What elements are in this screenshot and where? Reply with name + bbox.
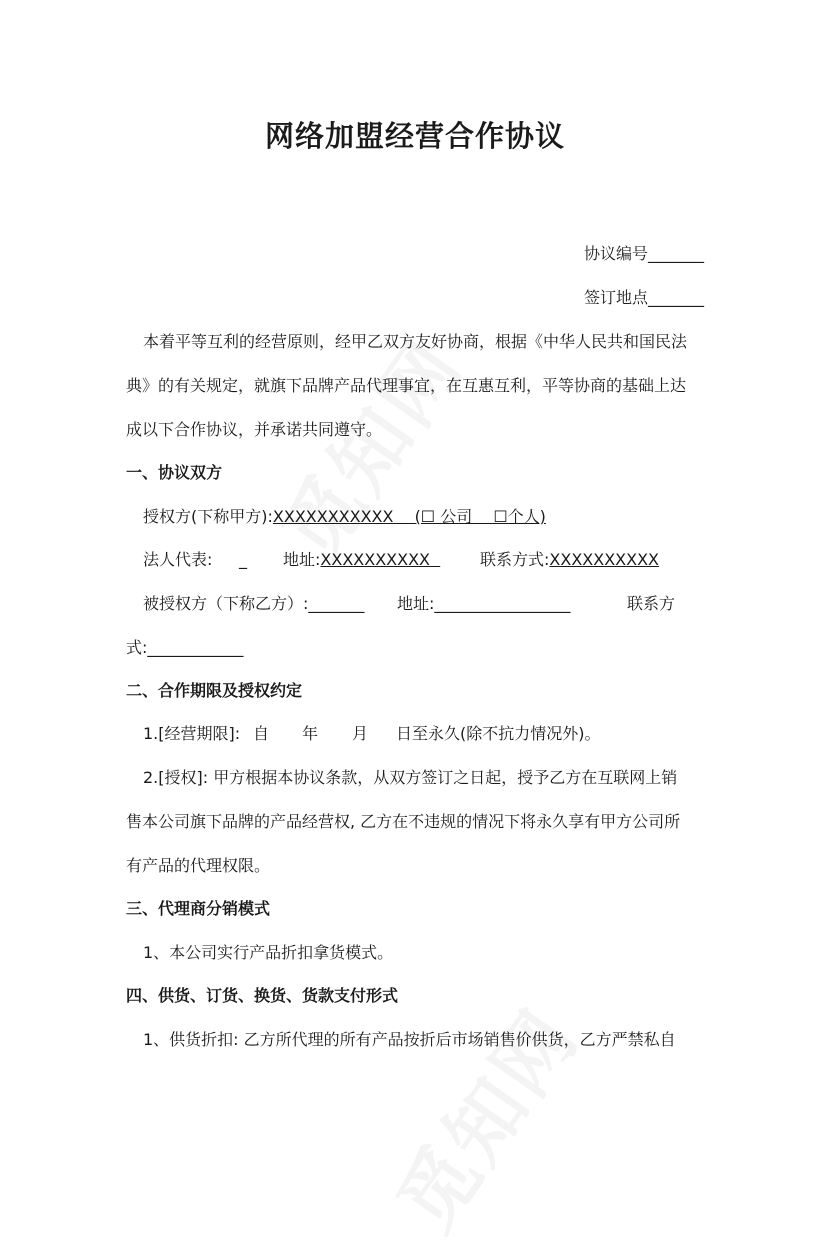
party-a-label: 授权方(下称甲方): xyxy=(143,507,273,526)
authorization-line: 有产品的代理权限。 xyxy=(126,856,271,875)
intro-line: 典》的有关规定，就旗下品牌产品代理事宜，在互惠互利，平等协商的基础上达 xyxy=(126,376,687,395)
contact-a xyxy=(480,549,659,571)
section-heading: 一、协议双方 xyxy=(126,463,223,482)
legal-rep-value: _ xyxy=(239,550,247,569)
party-b-label: 被授权方（下称乙方）:_______ xyxy=(143,594,365,613)
address-a xyxy=(283,549,440,571)
section-heading: 二、合作期限及授权约定 xyxy=(126,681,303,700)
contact-a-value: XXXXXXXXXX xyxy=(549,550,660,569)
term-label: 1.[经营期限]: xyxy=(143,724,241,743)
party-a-type: (☐ 公司 ☐个人) xyxy=(414,507,546,526)
intro-line: 成以下合作协议，并承诺共同遵守。 xyxy=(126,420,383,439)
term-month: 月 xyxy=(352,724,369,743)
intro-line: 本着平等互利的经营原则，经甲乙双方友好协商，根据《中华人民共和国民法 xyxy=(143,332,688,351)
party-a-name: XXXXXXXXXXX xyxy=(272,507,394,526)
authorization-line: 2.[授权]: 甲方根据本协议条款，从双方签订之日起，授予乙方在互联网上销 xyxy=(143,768,678,787)
term-year: 年 xyxy=(302,724,319,743)
term-rest: 日至永久(除不抗力情况外)。 xyxy=(396,724,601,743)
contact-a-label: 联系方式: xyxy=(480,550,550,569)
document-title: 网络加盟经营合作协议 xyxy=(264,119,565,153)
address-a-label: 地址: xyxy=(283,550,321,569)
contact-b-part1: 联系方 xyxy=(627,594,676,613)
address-a-value: XXXXXXXXXX xyxy=(320,550,431,569)
agreement-number: 协议编号_______ xyxy=(583,244,704,263)
watermark xyxy=(367,983,600,1249)
legal-rep-label: 法人代表: xyxy=(143,550,213,569)
authorization-line: 售本公司旗下品牌的产品经营权, 乙方在不违规的情况下将永久享有甲方公司所 xyxy=(126,812,681,831)
section-heading: 四、供货、订货、换货、货款支付形式 xyxy=(126,986,399,1005)
term-from: 自 xyxy=(253,724,270,743)
party-a-line xyxy=(143,506,546,528)
signing-place: 签订地点_______ xyxy=(583,288,704,307)
distribution-item: 1、本公司实行产品折扣拿货模式。 xyxy=(143,943,394,962)
contact-b-part2: 式:____________ xyxy=(126,638,244,657)
section-heading: 三、代理商分销模式 xyxy=(126,899,271,918)
supply-item: 1、供货折扣: 乙方所代理的所有产品按折后市场销售价供货，乙方严禁私自 xyxy=(143,1030,676,1049)
address-b: 地址:_________________ xyxy=(397,594,571,613)
